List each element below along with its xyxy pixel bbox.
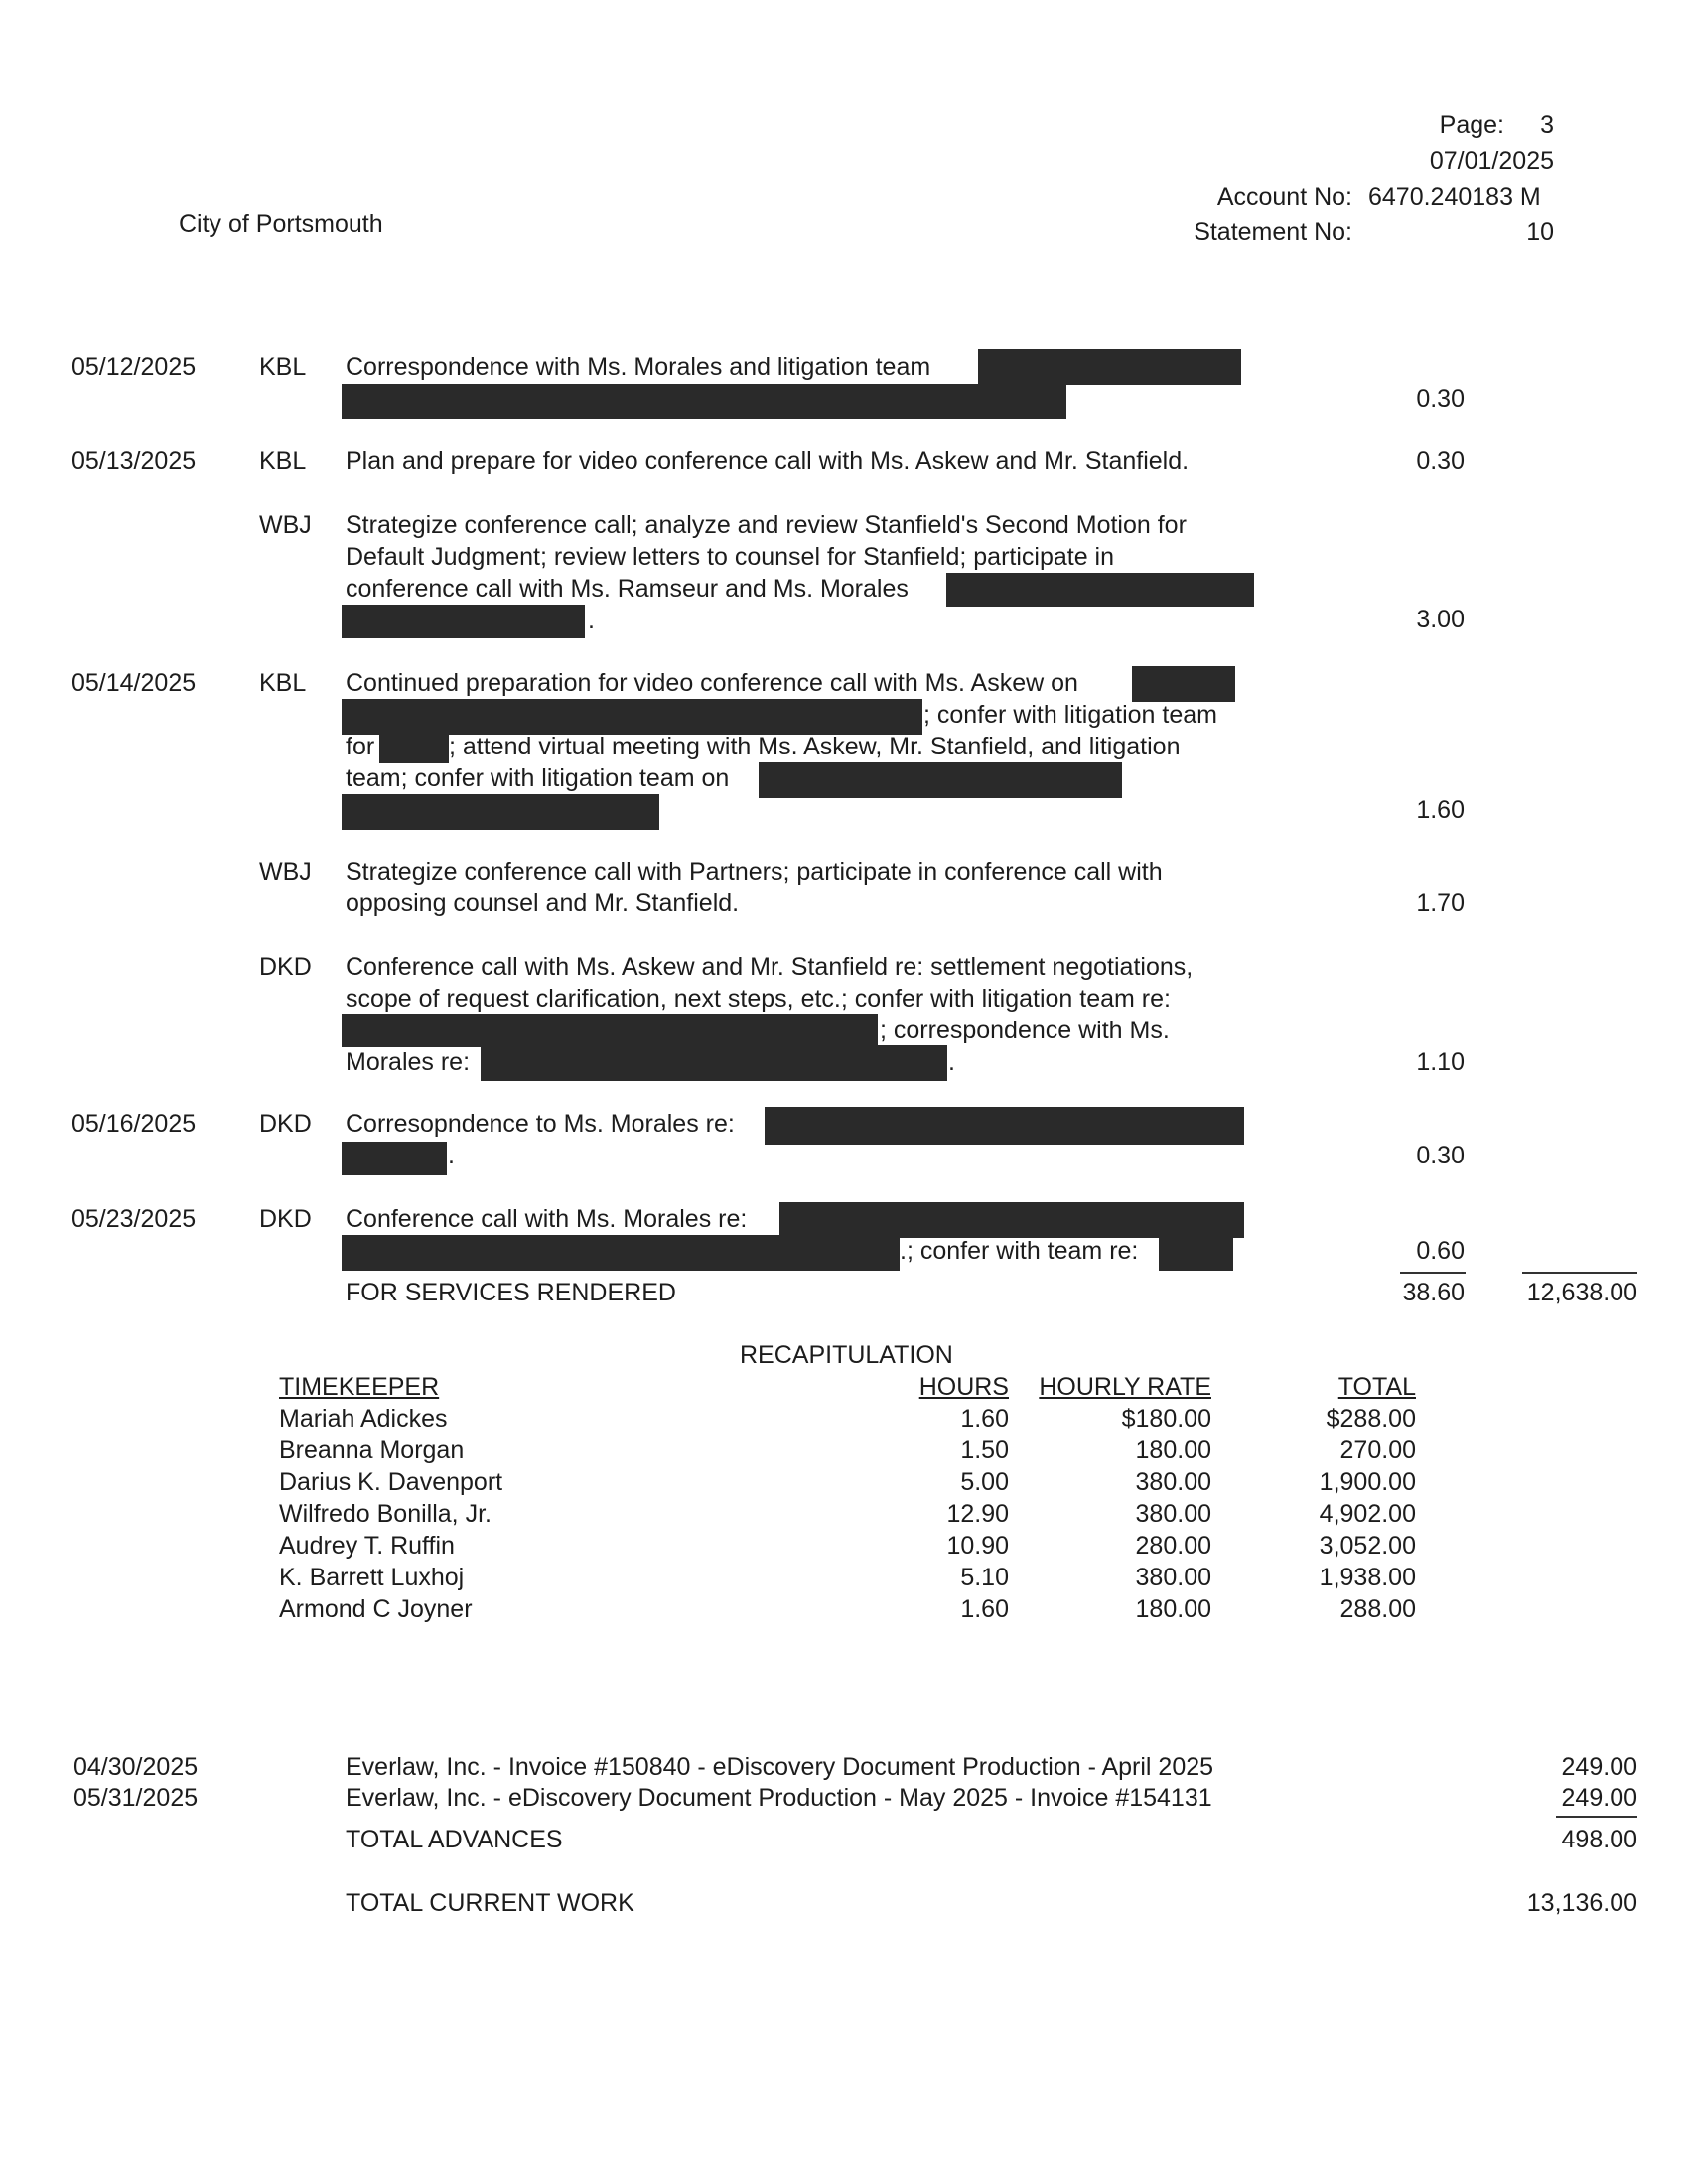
entry-timekeeper: DKD [259, 1110, 312, 1138]
recap-total: 270.00 [1339, 1436, 1416, 1464]
recap-header-timekeeper: TIMEKEEPER [279, 1373, 440, 1401]
recap-rate: 180.00 [1135, 1436, 1211, 1464]
redaction-block [1159, 1235, 1233, 1271]
redaction-block [481, 1045, 947, 1081]
entry-hours: 3.00 [1416, 606, 1465, 633]
entry-text: Continued preparation for video conference call with Ms. Askew on [346, 669, 1078, 697]
entry-text: ; confer with litigation team [923, 701, 1217, 729]
entry-text: .; confer with team re: [900, 1237, 1139, 1265]
recap-total: 288.00 [1339, 1595, 1416, 1623]
entry-text: team; confer with litigation team on [346, 764, 730, 792]
recap-hours: 5.00 [960, 1468, 1009, 1496]
redaction-block [779, 1202, 1244, 1238]
redaction-block [765, 1107, 1244, 1145]
entry-hours: 0.30 [1416, 447, 1465, 475]
entry-text: Default Judgment; review letters to counsel for Stanfield; participate in [346, 543, 1115, 571]
entry-text: Morales re: [346, 1048, 471, 1076]
entry-text: Conference call with Ms. Morales re: [346, 1205, 748, 1233]
recap-rate: 380.00 [1135, 1500, 1211, 1528]
entry-timekeeper: KBL [259, 447, 307, 475]
total-advances-amount: 498.00 [1561, 1826, 1637, 1853]
redaction-block [759, 762, 1122, 798]
statement-label: Statement No: [1194, 218, 1352, 246]
entry-date: 05/16/2025 [71, 1110, 197, 1138]
entry-text: scope of request clarification, next steps, etc.; confer with litigation team re: [346, 985, 1171, 1013]
services-amount: 12,638.00 [1526, 1279, 1637, 1306]
redaction-block [342, 1142, 447, 1175]
entry-text: ; attend virtual meeting with Ms. Askew, Mr. Stanfield, and litigation [449, 733, 1181, 760]
entry-text: . [948, 1048, 955, 1076]
redaction-block [379, 732, 449, 763]
entry-timekeeper: DKD [259, 953, 312, 981]
services-hours: 38.60 [1402, 1279, 1465, 1306]
client-name: City of Portsmouth [179, 210, 383, 238]
entry-text: conference call with Ms. Ramseur and Ms. Morales [346, 575, 909, 603]
recap-total: 4,902.00 [1319, 1500, 1416, 1528]
recap-hours: 10.90 [946, 1532, 1009, 1560]
entry-text: Plan and prepare for video conference call with Ms. Askew and Mr. Stanfield. [346, 447, 1190, 475]
redaction-block [946, 573, 1254, 607]
entry-text: ; correspondence with Ms. [880, 1017, 1170, 1044]
entry-text: Strategize conference call; analyze and review Stanfield's Second Motion for [346, 511, 1187, 539]
redaction-block [342, 794, 659, 830]
advance-date: 04/30/2025 [73, 1753, 199, 1781]
recap-name: Armond C Joyner [279, 1595, 473, 1623]
entry-text: Conference call with Ms. Askew and Mr. Stanfield re: settlement negotiations, [346, 953, 1194, 981]
recap-rate: 380.00 [1135, 1564, 1211, 1591]
recap-hours: 5.10 [960, 1564, 1009, 1591]
total-current-work-label: TOTAL CURRENT WORK [346, 1889, 634, 1917]
entry-text: opposing counsel and Mr. Stanfield. [346, 889, 740, 917]
entry-date: 05/14/2025 [71, 669, 197, 697]
recap-name: Wilfredo Bonilla, Jr. [279, 1500, 492, 1528]
advance-amount: 249.00 [1561, 1784, 1637, 1812]
entry-timekeeper: DKD [259, 1205, 312, 1233]
recap-name: Mariah Adickes [279, 1405, 448, 1433]
page-label: Page: [1439, 111, 1504, 139]
advance-amount: 249.00 [1561, 1753, 1637, 1781]
recap-rate: 380.00 [1135, 1468, 1211, 1496]
entry-text: Correspondence with Ms. Morales and litigation team [346, 353, 931, 381]
recap-hours: 1.50 [960, 1436, 1009, 1464]
recap-hours: 1.60 [960, 1405, 1009, 1433]
entry-text: . [588, 607, 595, 634]
redaction-block [978, 349, 1241, 385]
entry-timekeeper: WBJ [259, 858, 312, 886]
entry-timekeeper: KBL [259, 353, 307, 381]
entry-hours: 0.60 [1416, 1237, 1465, 1265]
redaction-block [342, 384, 1066, 419]
entry-hours: 1.70 [1416, 889, 1465, 917]
redaction-block [342, 699, 922, 735]
recap-header-hours: HOURS [918, 1373, 1009, 1401]
advance-date: 05/31/2025 [73, 1784, 199, 1812]
recap-hours: 12.90 [946, 1500, 1009, 1528]
entry-text: . [448, 1142, 455, 1169]
recap-header-rate: HOURLY RATE [1039, 1373, 1211, 1401]
entry-date: 05/13/2025 [71, 447, 197, 475]
subtotal-rule [1556, 1816, 1637, 1818]
page-number: 3 [1540, 111, 1554, 139]
redaction-block [342, 605, 585, 638]
entry-timekeeper: WBJ [259, 511, 312, 539]
total-current-work-amount: 13,136.00 [1526, 1889, 1637, 1917]
recap-rate: 180.00 [1135, 1595, 1211, 1623]
statement-date: 07/01/2025 [1429, 147, 1554, 175]
recap-name: Audrey T. Ruffin [279, 1532, 455, 1560]
recap-total: 1,938.00 [1319, 1564, 1416, 1591]
recap-hours: 1.60 [960, 1595, 1009, 1623]
recap-title: RECAPITULATION [740, 1341, 953, 1369]
recap-name: Breanna Morgan [279, 1436, 465, 1464]
account-label: Account No: [1216, 183, 1352, 210]
advance-description: Everlaw, Inc. - eDiscovery Document Production - May 2025 - Invoice #154131 [346, 1784, 1212, 1812]
recap-total: 3,052.00 [1319, 1532, 1416, 1560]
recap-total: $288.00 [1326, 1405, 1416, 1433]
services-label: FOR SERVICES RENDERED [346, 1279, 676, 1306]
entry-hours: 1.10 [1416, 1048, 1465, 1076]
redaction-block [1132, 666, 1235, 702]
recap-name: K. Barrett Luxhoj [279, 1564, 465, 1591]
advance-description: Everlaw, Inc. - Invoice #150840 - eDiscovery Document Production - April 2025 [346, 1753, 1214, 1781]
recap-rate: 280.00 [1135, 1532, 1211, 1560]
redaction-block [342, 1235, 900, 1271]
entry-timekeeper: KBL [259, 669, 307, 697]
subtotal-rule [1400, 1272, 1466, 1274]
entry-date: 05/23/2025 [71, 1205, 197, 1233]
entry-date: 05/12/2025 [71, 353, 197, 381]
total-advances-label: TOTAL ADVANCES [346, 1826, 563, 1853]
recap-total: 1,900.00 [1319, 1468, 1416, 1496]
subtotal-rule [1522, 1272, 1637, 1274]
recap-rate: $180.00 [1121, 1405, 1211, 1433]
recap-name: Darius K. Davenport [279, 1468, 503, 1496]
entry-hours: 0.30 [1416, 1142, 1465, 1169]
account-number: 6470.240183 M [1368, 183, 1541, 210]
entry-text: Strategize conference call with Partners; participate in conference call with [346, 858, 1163, 886]
redaction-block [342, 1014, 878, 1047]
recap-header-total: TOTAL [1337, 1373, 1416, 1401]
entry-text: Corresopndence to Ms. Morales re: [346, 1110, 735, 1138]
entry-text: for [346, 733, 375, 760]
entry-hours: 0.30 [1416, 385, 1465, 413]
entry-hours: 1.60 [1416, 796, 1465, 824]
statement-number: 10 [1526, 218, 1554, 246]
